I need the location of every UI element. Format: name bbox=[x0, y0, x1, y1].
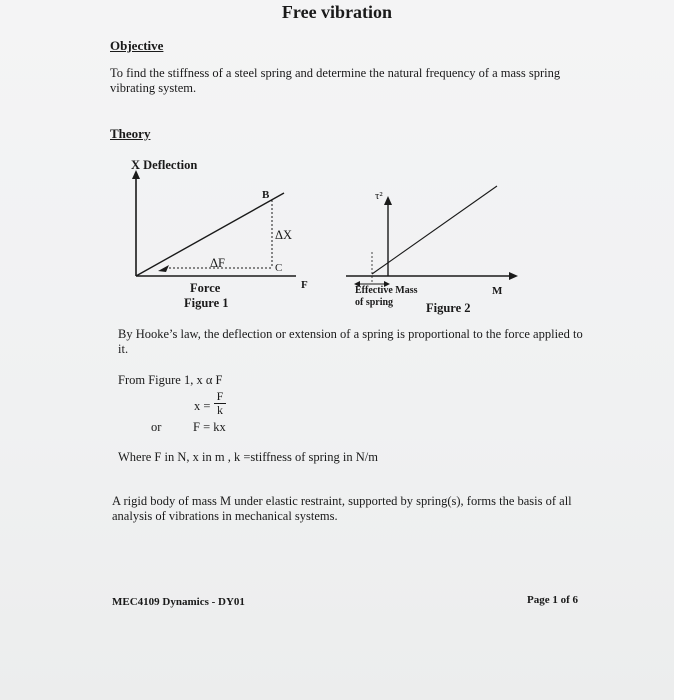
fig1-delta-f: ΔF bbox=[210, 256, 225, 270]
fig2-y-arrow bbox=[384, 196, 392, 205]
equation-f-kx: F = kx bbox=[193, 420, 226, 434]
equation-proportional: From Figure 1, x α F bbox=[118, 373, 223, 387]
objective-heading: Objective bbox=[110, 38, 164, 53]
fig2-x-arrow bbox=[509, 272, 518, 280]
fig2-x-label-line1: Effective Mass bbox=[355, 285, 418, 296]
fig2-x-label-line2: of spring bbox=[355, 297, 394, 308]
hooke-text-line2: it. bbox=[118, 342, 129, 356]
equation-denominator: k bbox=[217, 403, 223, 417]
equation-or: or bbox=[151, 420, 162, 434]
equation-x-lhs: x = bbox=[194, 399, 211, 413]
objective-text-line1: To find the stiffness of a steel spring and determine the natural frequency of a mass spring bbox=[110, 66, 561, 80]
footer-course-code: MEC4109 Dynamics - DY01 bbox=[112, 596, 245, 608]
objective-text-line2: vibrating system. bbox=[110, 81, 197, 95]
fig1-point-b: B bbox=[262, 189, 270, 201]
fig1-point-c: C bbox=[275, 262, 283, 274]
fig2-x-axis-end: M bbox=[492, 285, 503, 297]
fig1-delta-x: ΔX bbox=[275, 228, 293, 242]
where-text: Where F in N, x in m , k =stiffness of spring in N/m bbox=[118, 450, 378, 464]
fig1-caption: Figure 1 bbox=[184, 296, 229, 310]
equation-fraction bbox=[213, 390, 227, 417]
fig2-caption: Figure 2 bbox=[426, 301, 471, 315]
fig2-line bbox=[372, 186, 497, 274]
equation-numerator: F bbox=[216, 389, 224, 403]
rigid-body-line1: A rigid body of mass M under elastic restraint, supported by spring(s), forms the basis of all bbox=[112, 494, 572, 508]
fig1-x-label: Force bbox=[190, 281, 221, 295]
fig1-point-a-mark bbox=[158, 265, 169, 272]
theory-heading: Theory bbox=[110, 126, 151, 141]
fig1-x-axis-end: F bbox=[301, 279, 308, 291]
footer-page-number: Page 1 of 6 bbox=[527, 594, 579, 606]
fig2-y-axis-label: τ² bbox=[375, 190, 383, 202]
hooke-text-line1: By Hooke’s law, the deflection or extension of a spring is proportional to the force applied to bbox=[118, 327, 583, 341]
page-title: Free vibration bbox=[281, 2, 393, 22]
fig1-y-axis-label: X Deflection bbox=[131, 158, 198, 172]
rigid-body-line2: analysis of vibrations in mechanical systems. bbox=[112, 509, 338, 523]
